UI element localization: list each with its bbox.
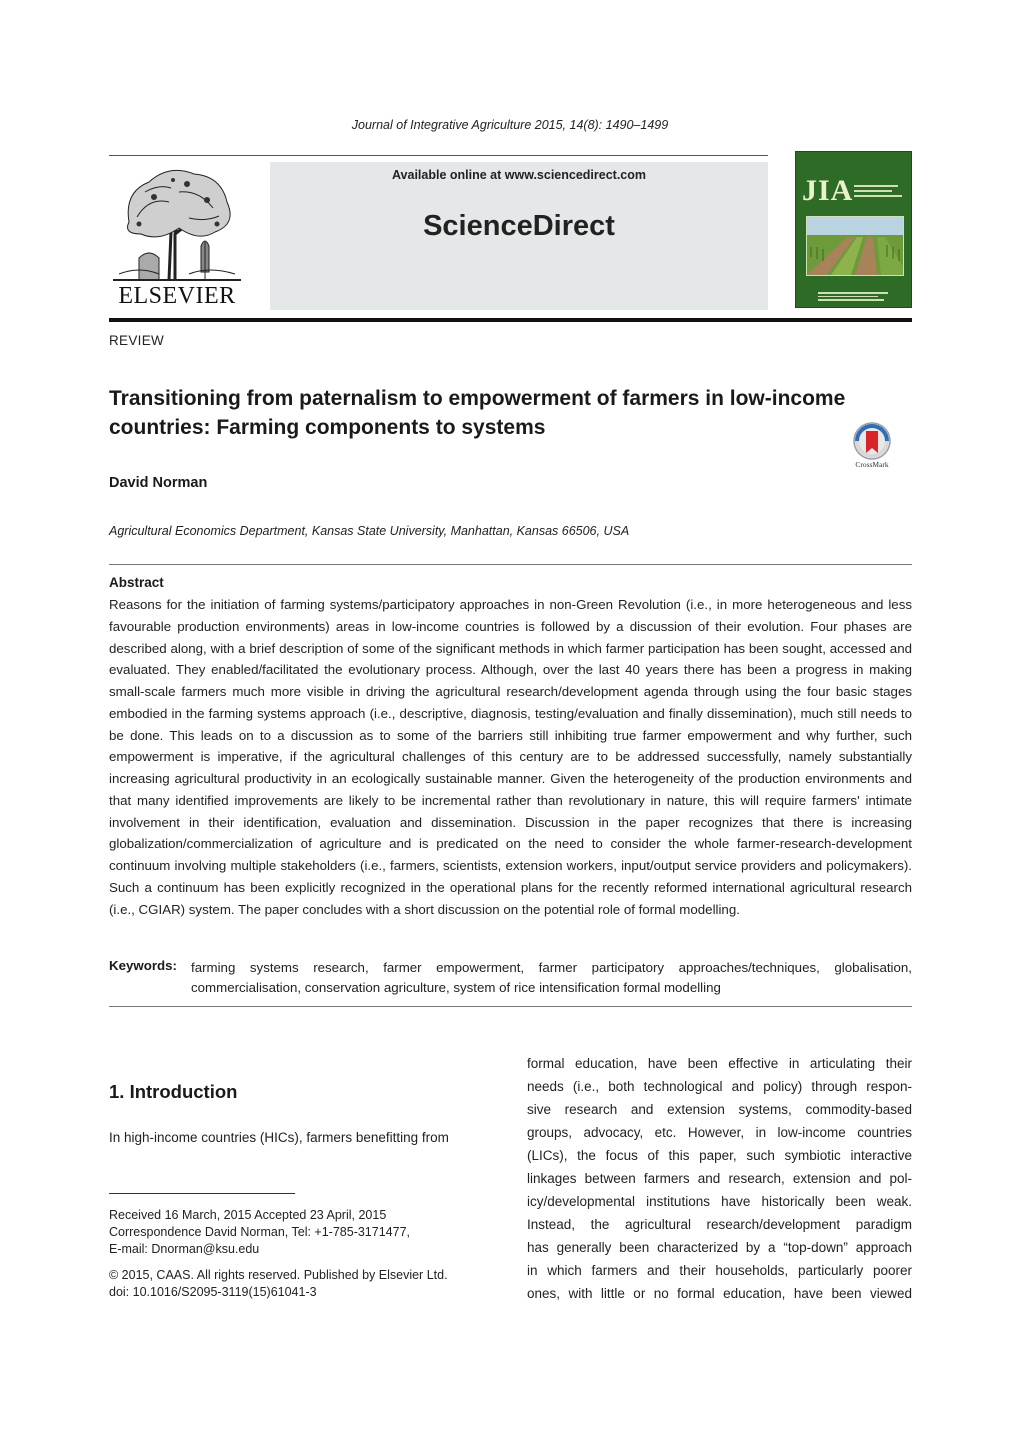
sciencedirect-wordmark: ScienceDirect	[423, 210, 615, 242]
intro-right-line: sive research and extension systems, commodity-based	[527, 1102, 912, 1117]
crossmark-badge[interactable]	[849, 421, 895, 469]
sciencedirect-banner[interactable]	[270, 162, 768, 310]
cover-footer-lines	[818, 290, 898, 301]
cover-jia-title: JIA	[802, 174, 854, 207]
intro-left-text: In high-income countries (HICs), farmers benefitting from	[109, 1130, 449, 1145]
available-online-text: Available online at www.sciencedirect.com	[391, 168, 647, 182]
intro-heading: 1. Introduction	[109, 1081, 238, 1102]
doi-link[interactable]: doi: 10.1016/S2095-3119(15)61041-3	[109, 1285, 317, 1299]
author-affiliation: Agricultural Economics Department, Kansas State University, Manhattan, Kansas 66506, USA	[109, 524, 630, 538]
email-line[interactable]: E-mail: Dnorman@ksu.edu	[109, 1242, 260, 1256]
footnote-rule	[109, 1193, 295, 1194]
intro-right-line: icy/developmental institutions have historically been weak.	[527, 1194, 912, 1209]
elsevier-tree-logo-icon	[109, 162, 245, 282]
article-title: Transitioning from paternalism to empowerment of farmers in low-income countries: Farming components to systems	[109, 387, 846, 439]
copyright-line: © 2015, CAAS. All rights reserved. Published by Elsevier Ltd.	[109, 1268, 448, 1282]
article-type: REVIEW	[109, 333, 165, 348]
received-accepted-dates: Received 16 March, 2015 Accepted 23 April, 2015	[109, 1208, 387, 1222]
crossmark-label: CrossMark	[855, 460, 889, 469]
intro-right-line: has generally been characterized by a “top-down” approach	[527, 1240, 912, 1255]
keywords-text: farming systems research, farmer empowerment, farmer participatory approaches/techniques, globalisation, commercialisation, conservation agriculture, system of rice intensification formal modelling	[191, 960, 912, 995]
intro-right-line: needs (i.e., both technological and policy) through respon-	[527, 1079, 912, 1094]
crossmark-icon	[849, 421, 895, 469]
author-name[interactable]: David Norman	[109, 475, 208, 491]
abstract-text: Reasons for the initiation of farming systems/participatory approaches in non-Green Revolution (i.e., in more heterogeneous and less favourable production environments) areas in low-income countries is followed by a discussion of their evolution. Four phases are described along, with a brief description of some of the significant methods in which farmer participation has been sought, accessed and evaluated. They enabled/facilitated the evolutionary process. Although, over the last 40 years there has been a progress in making small-scale farmers much more visible in driving the agricultural research/development agenda through using the four basic stages embodied in the farming systems approach (i.e., descriptive, diagnosis, testing/evaluation and finally dissemination), much still needs to be done. This leads on to a discussion as to some of the barriers still inhibiting true farmer empowerment and why further, such empowerment is imperative, if the agricultural challenges of this century are to be addressed successfully, namely substantially increasing agricultural productivity in an ecologically sustainable manner. Given the heterogeneity of the production environments and that many identified improvements are likely to be incremental rather than revolutionary in nature, this will require farmers' intimate involvement in their identification, evaluation and dissemination. Discussion in the paper recognizes that there is increasing globalization/commercialization of agriculture and is predicated on the need to consider the whole farmer-research-development continuum involving multiple stakeholders (i.e., farmers, scientists, extension workers, input/output service providers and policymakers). Such a continuum has been explicitly recognized in the operational plans for the recently reformed international agricultural research (i.e., CGIAR) system. The paper concludes with a short discussion on the potential role of formal modelling.	[109, 597, 912, 917]
journal-cover[interactable]	[795, 151, 912, 308]
journal-reference: Journal of Integrative Agriculture 2015, 14(8): 1490–1499	[351, 118, 669, 132]
elsevier-logo[interactable]	[109, 162, 245, 310]
abstract-top-rule	[109, 564, 912, 565]
abstract-heading: Abstract	[109, 575, 164, 590]
intro-right-line: (LICs), the focus of this paper, such symbiotic interactive	[527, 1148, 912, 1163]
cover-field-photo-icon	[806, 216, 904, 276]
intro-right-line: formal education, have been effective in articulating their	[527, 1056, 912, 1071]
intro-right-line: linkages between farmers and research, extension and pol-	[527, 1171, 912, 1186]
cover-subtitle-lines	[854, 182, 906, 197]
intro-right-line: ones, with little or no formal education, have been viewed	[527, 1286, 912, 1301]
elsevier-wordmark: ELSEVIER	[118, 283, 236, 309]
intro-right-line: in which farmers and their households, particularly poorer	[527, 1263, 912, 1278]
correspondence-line: Correspondence David Norman, Tel: +1-785-3171477,	[109, 1225, 410, 1239]
header-bottom-rule	[109, 318, 912, 322]
keywords-label: Keywords:	[109, 958, 177, 973]
intro-right-line: Instead, the agricultural research/development paradigm	[527, 1217, 912, 1232]
header-top-rule	[109, 155, 768, 156]
keywords-bottom-rule	[109, 1006, 912, 1007]
intro-right-column	[527, 1052, 912, 1305]
intro-right-line: groups, advocacy, etc. However, in low-income countries	[527, 1125, 912, 1140]
